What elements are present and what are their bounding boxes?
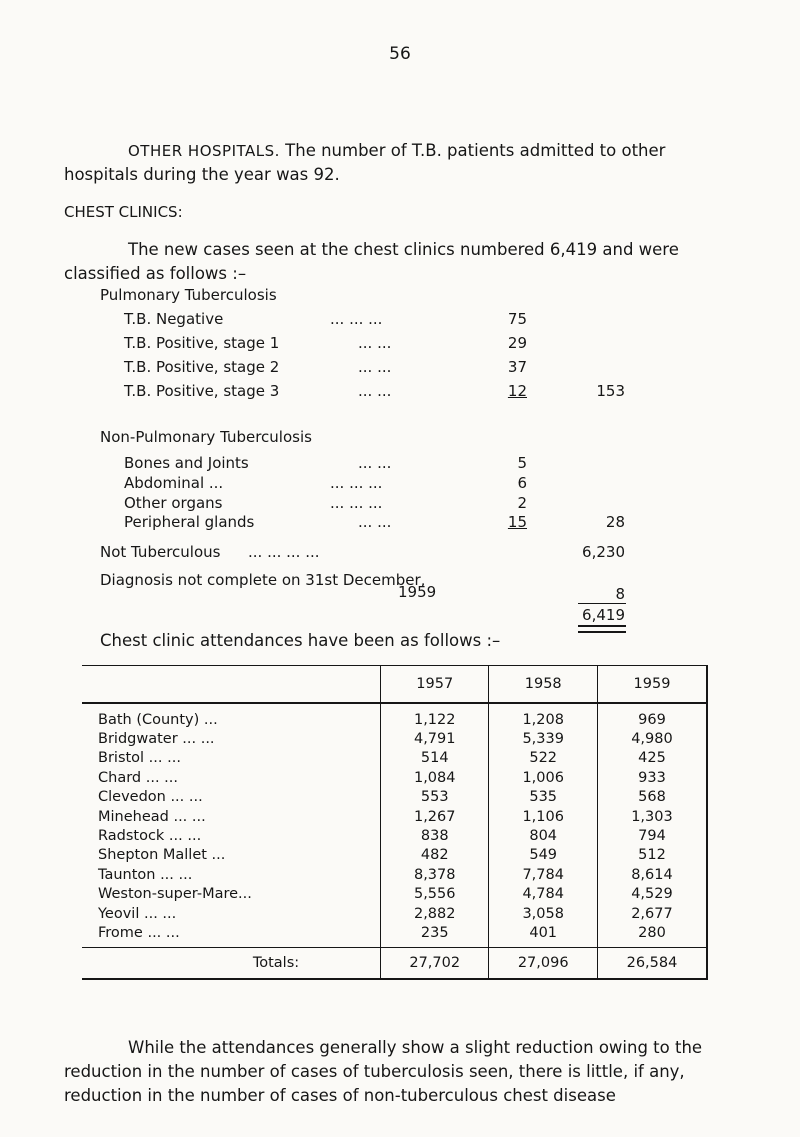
diagnosis-incomplete-label: Diagnosis not complete on 31st December, — [100, 571, 426, 589]
clinic-name: Yeovil ... ... — [98, 905, 177, 922]
attendance-cell: 4,980 — [597, 729, 707, 748]
row-value: 2 — [517, 494, 527, 512]
table-row — [82, 768, 707, 787]
total-cell: 26,584 — [597, 947, 707, 979]
attendance-cell: 7,784 — [489, 865, 597, 884]
other-hospitals-paragraph — [64, 139, 744, 187]
row-dots: ... ... ... — [330, 474, 383, 492]
total-cell: 27,702 — [381, 947, 489, 979]
not-tuberculous-value: 6,230 — [582, 543, 625, 561]
header-year: 1957 — [381, 666, 489, 704]
clinic-name: Weston-super-Mare... — [98, 886, 252, 903]
attendance-cell: 535 — [489, 788, 597, 807]
attendance-cell: 8,378 — [381, 865, 489, 884]
attendances-intro: Chest clinic attendances have been as follows :– — [100, 631, 501, 650]
header-clinic — [82, 666, 381, 704]
other-hospitals-text: The number of T.B. patients admitted to other hospitals during the year was 92. — [64, 141, 666, 184]
attendance-cell: 969 — [597, 703, 707, 729]
attendance-cell: 514 — [381, 749, 489, 768]
row-value: 37 — [507, 358, 527, 376]
row-label: Peripheral glands — [124, 513, 255, 531]
classification-row — [124, 310, 223, 328]
clinic-name: Chard ... ... — [98, 769, 178, 786]
row-dots: ... ... ... ... — [248, 543, 320, 561]
not-tuberculous-label: Not Tuberculous — [100, 543, 221, 561]
diagnosis-year: 1959 — [398, 583, 437, 601]
attendance-cell: 235 — [381, 923, 489, 947]
totals-row — [82, 947, 707, 979]
diagnosis-incomplete-value: 8 — [615, 585, 625, 603]
row-dots: ... ... — [358, 358, 392, 376]
attendance-cell: 4,784 — [489, 885, 597, 904]
row-label: Other organs — [124, 494, 223, 512]
row-value: 12 — [507, 382, 527, 400]
clinic-name: Shepton Mallet ... — [98, 847, 226, 864]
clinic-name: Bath (County) ... — [98, 711, 218, 728]
attendance-cell: 804 — [489, 826, 597, 845]
row-label: T.B. Negative — [124, 310, 224, 328]
attendance-cell: 2,677 — [597, 904, 707, 923]
attendance-cell: 2,882 — [381, 904, 489, 923]
row-dots: ... ... ... — [330, 494, 383, 512]
row-label: T.B. Positive, stage 3 — [124, 382, 280, 400]
clinic-name: Minehead ... ... — [98, 808, 206, 825]
totals-label: Totals: — [82, 947, 381, 979]
total-cell: 27,096 — [489, 947, 597, 979]
attendance-cell: 1,122 — [381, 703, 489, 729]
row-label: Abdominal ... — [124, 474, 224, 492]
table-row — [82, 729, 707, 748]
table-row — [82, 923, 707, 947]
row-dots: ... ... — [358, 382, 392, 400]
row-dots: ... ... ... — [330, 310, 383, 328]
non-pulmonary-total: 28 — [605, 513, 625, 531]
row-value: 6 — [517, 474, 527, 492]
row-value: 75 — [507, 310, 527, 328]
attendance-cell: 3,058 — [489, 904, 597, 923]
row-label: Bones and Joints — [124, 454, 249, 472]
attendance-cell: 1,106 — [489, 807, 597, 826]
attendance-cell: 482 — [381, 846, 489, 865]
pulmonary-total: 153 — [596, 382, 625, 400]
attendance-cell: 1,267 — [381, 807, 489, 826]
attendance-cell: 549 — [489, 846, 597, 865]
header-year: 1959 — [597, 666, 707, 704]
closing-text: While the attendances generally show a slight reduction owing to the reduction in the number of cases of tuberculosis seen, there is little, if any, reduction in the number of cases of non-tuberculous chest disease — [64, 1038, 703, 1105]
clinic-name: Taunton ... ... — [98, 866, 193, 883]
header-year: 1958 — [489, 666, 597, 704]
row-dots: ... ... — [358, 334, 392, 352]
pulmonary-heading: Pulmonary Tuberculosis — [100, 286, 277, 304]
attendance-cell: 4,529 — [597, 885, 707, 904]
clinic-name: Clevedon ... ... — [98, 789, 203, 806]
page-number: 56 — [389, 44, 411, 64]
attendance-cell: 401 — [489, 923, 597, 947]
attendance-cell: 522 — [489, 749, 597, 768]
attendance-cell: 5,339 — [489, 729, 597, 748]
total-rule — [578, 603, 626, 604]
table-row — [82, 826, 707, 845]
clinic-name: Bristol ... ... — [98, 750, 181, 767]
attendance-cell: 1,084 — [381, 768, 489, 787]
attendance-cell: 933 — [597, 768, 707, 787]
row-dots: ... ... — [358, 454, 392, 472]
closing-paragraph — [64, 1036, 744, 1108]
row-value: 29 — [507, 334, 527, 352]
clinic-name: Radstock ... ... — [98, 828, 202, 845]
clinic-name: Bridgwater ... ... — [98, 731, 215, 748]
table-row — [82, 846, 707, 865]
attendance-cell: 512 — [597, 846, 707, 865]
grand-total-double-rule — [578, 625, 626, 633]
row-value: 5 — [517, 454, 527, 472]
row-label: T.B. Positive, stage 2 — [124, 358, 280, 376]
clinic-name: Frome ... ... — [98, 924, 180, 941]
row-dots: ... ... — [358, 513, 392, 531]
attendance-cell: 5,556 — [381, 885, 489, 904]
attendance-cell: 4,791 — [381, 729, 489, 748]
other-hospitals-heading: OTHER HOSPITALS. — [128, 142, 280, 160]
table-row — [82, 749, 707, 768]
attendance-cell: 553 — [381, 788, 489, 807]
attendance-cell: 280 — [597, 923, 707, 947]
attendance-cell: 1,208 — [489, 703, 597, 729]
attendance-cell: 838 — [381, 826, 489, 845]
table-row — [82, 807, 707, 826]
attendance-cell: 1,303 — [597, 807, 707, 826]
chest-clinics-intro — [64, 238, 744, 286]
attendance-cell: 8,614 — [597, 865, 707, 884]
chest-clinics-intro-text: The new cases seen at the chest clinics numbered 6,419 and were classified as follows :– — [64, 240, 679, 283]
table-row — [82, 703, 707, 729]
row-value: 15 — [507, 513, 527, 531]
table-row — [82, 788, 707, 807]
attendance-cell: 425 — [597, 749, 707, 768]
non-pulmonary-heading: Non-Pulmonary Tuberculosis — [100, 428, 312, 446]
row-label: T.B. Positive, stage 1 — [124, 334, 280, 352]
table-row — [82, 885, 707, 904]
table-row — [82, 865, 707, 884]
table-row — [82, 904, 707, 923]
attendance-cell: 1,006 — [489, 768, 597, 787]
attendance-cell: 794 — [597, 826, 707, 845]
attendance-cell: 568 — [597, 788, 707, 807]
table-header-row — [82, 666, 707, 704]
grand-total: 6,419 — [582, 606, 625, 624]
chest-clinics-heading: CHEST CLINICS: — [64, 203, 183, 221]
attendances-table — [82, 665, 708, 980]
